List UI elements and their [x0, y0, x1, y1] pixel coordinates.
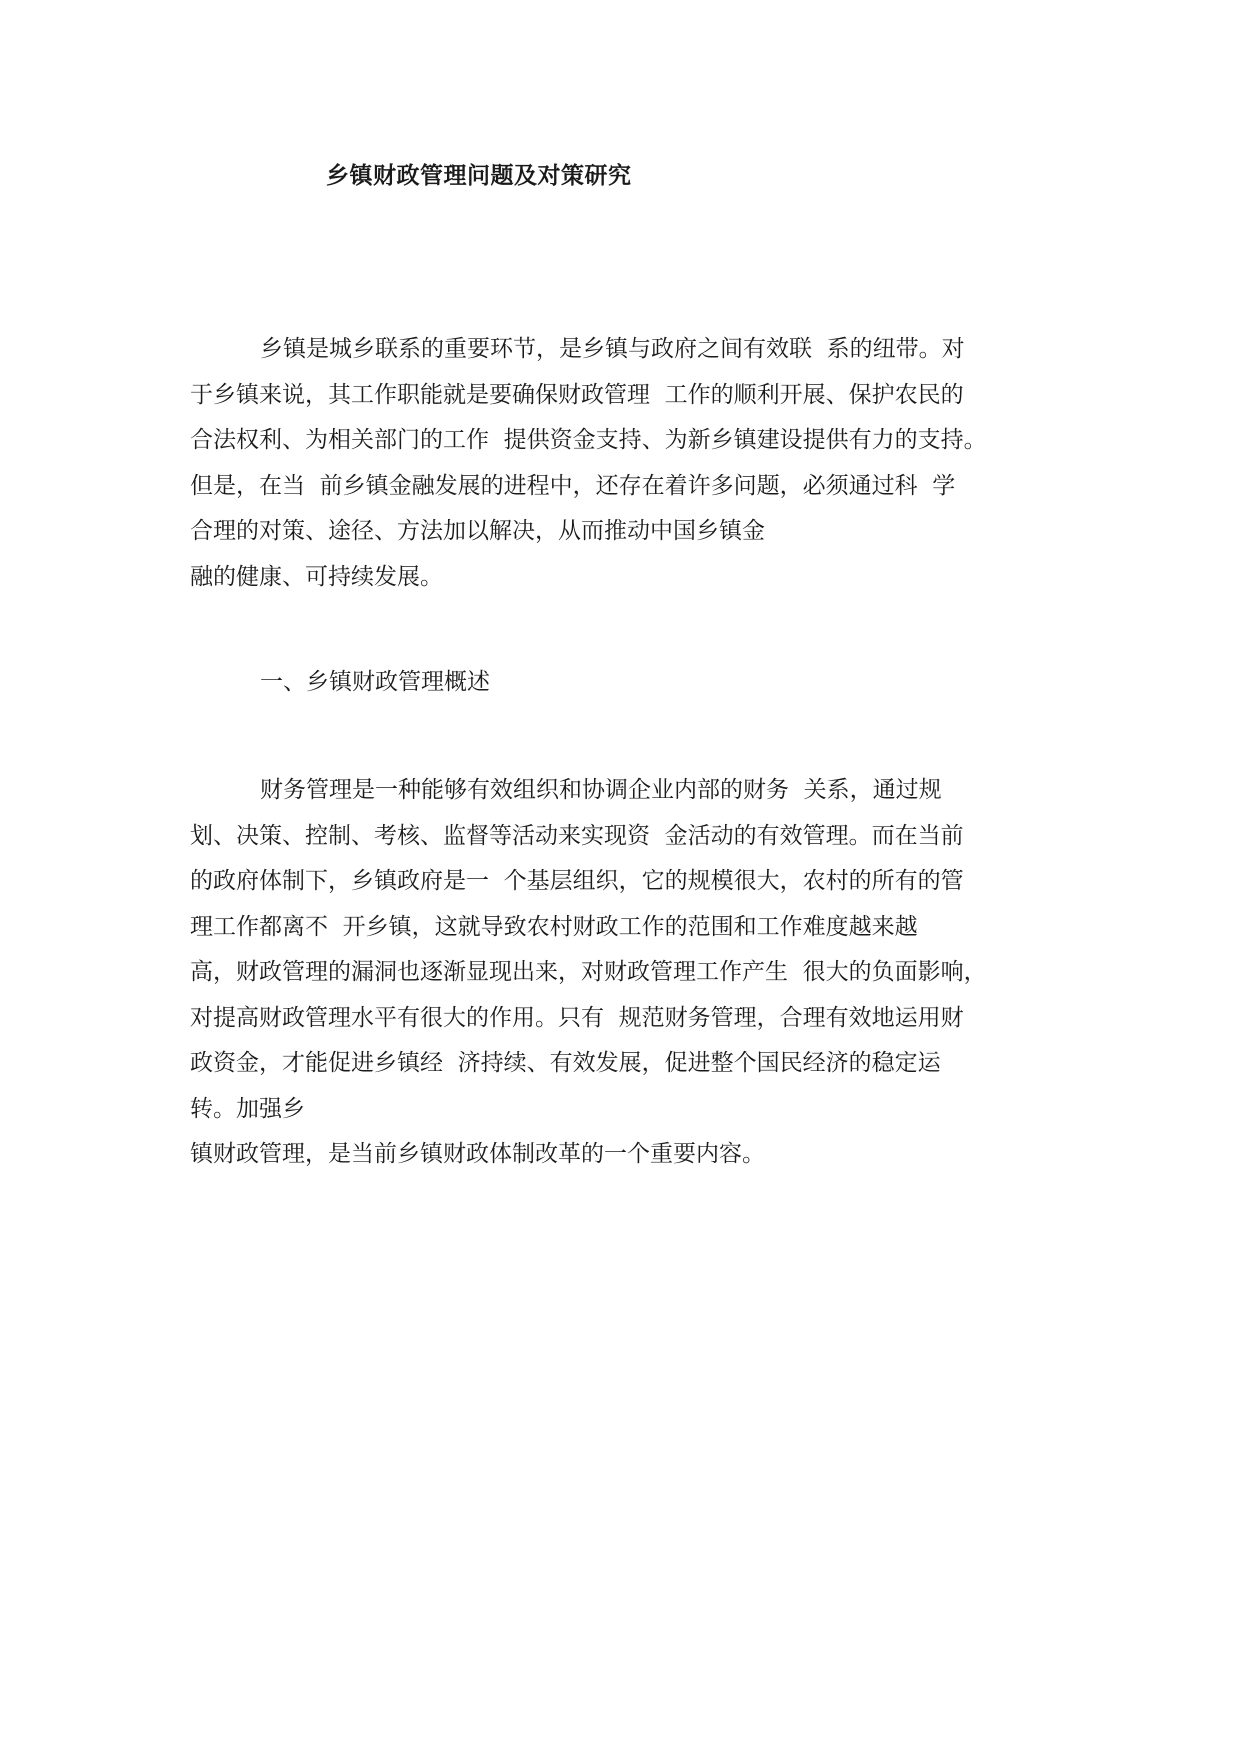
- section-heading: 一、乡镇财政管理概述: [260, 669, 490, 695]
- paragraph-line: 合法权利、为相关部门的工作 提供资金支持、为新乡镇建设提供有力的支持。: [190, 427, 987, 453]
- intro-paragraph: [190, 327, 1070, 600]
- paragraph-line: 的政府体制下，乡镇政府是一 个基层组织，它的规模很大，农村的所有的管: [190, 868, 964, 894]
- paragraph-line: 财务管理是一种能够有效组织和协调企业内部的财务 关系，通过规: [260, 777, 942, 803]
- paragraph-line: 高，财政管理的漏洞也逐渐显现出来，对财政管理工作产生 很大的负面影响，: [190, 959, 987, 985]
- paragraph-line: 镇财政管理，是当前乡镇财政体制改革的一个重要内容。: [190, 1141, 765, 1167]
- paragraph-line: 乡镇是城乡联系的重要环节，是乡镇与政府之间有效联 系的纽带。对: [260, 336, 965, 362]
- paragraph-line: 合理的对策、途径、方法加以解决，从而推动中国乡镇金: [190, 518, 765, 544]
- section1-paragraph: [190, 768, 1070, 1178]
- paragraph-line: 对提高财政管理水平有很大的作用。只有 规范财务管理，合理有效地运用财: [190, 1004, 964, 1031]
- paragraph-line: 划、决策、控制、考核、监督等活动来实现资 金活动的有效管理。而在当前: [190, 822, 964, 849]
- paragraph-line: 于乡镇来说，其工作职能就是要确保财政管理 工作的顺利开展、保护农民的: [190, 381, 964, 408]
- paragraph-line: 但是，在当 前乡镇金融发展的进程中，还存在着许多问题，必须通过科 学: [190, 472, 956, 499]
- paragraph-line: 融的健康、可持续发展。: [190, 563, 443, 590]
- paragraph-line: 理工作都离不 开乡镇，这就导致农村财政工作的范围和工作难度越来越: [190, 913, 918, 940]
- paragraph-line: 转。加强乡: [190, 1095, 305, 1122]
- paragraph-line: 政资金，才能促进乡镇经 济持续、有效发展，促进整个国民经济的稳定运: [190, 1050, 941, 1076]
- document-title: 乡镇财政管理问题及对策研究: [326, 163, 632, 189]
